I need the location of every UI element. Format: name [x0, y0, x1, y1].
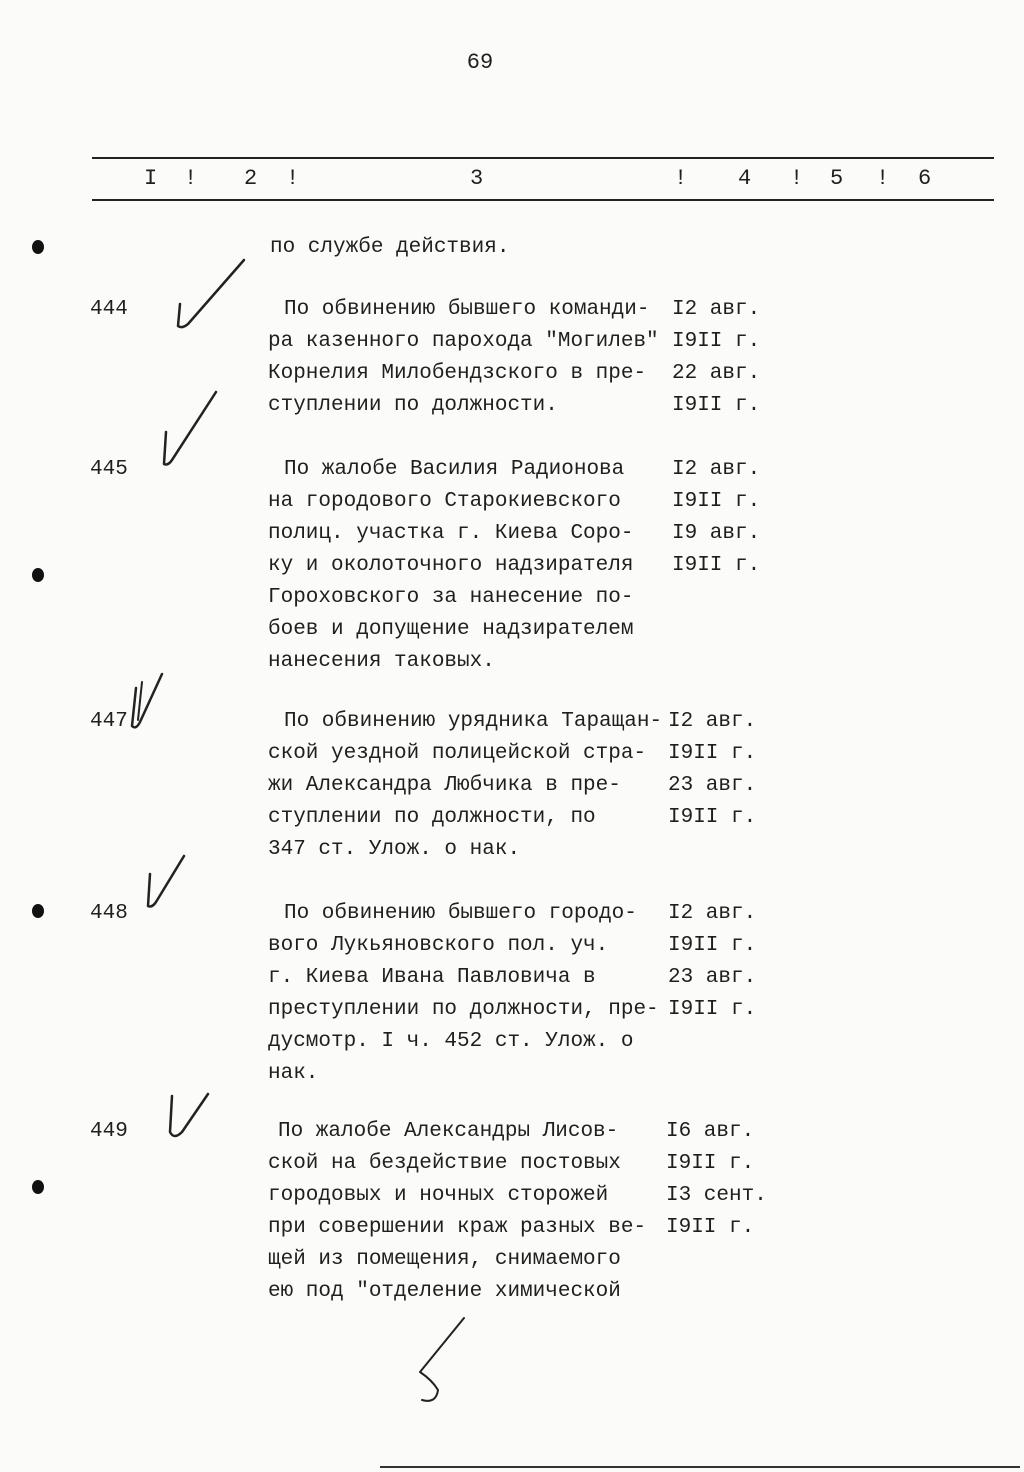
column-header-4: 4 [738, 166, 752, 191]
column-separator: ! [184, 166, 198, 191]
date-line: I9II г. [672, 394, 761, 417]
text-line: полиц. участка г. Киева Соро- [268, 522, 634, 545]
scan-edge-line [380, 1466, 1020, 1468]
text-line: По обвинению бывшего городо- [284, 902, 637, 925]
text-line: ступлении по должности. [268, 394, 558, 417]
text-line: По жалобе Василия Радионова [284, 458, 625, 481]
text-line: жи Александра Любчика в пре- [268, 774, 621, 797]
date-line: 22 авг. [672, 362, 761, 385]
handwritten-checkmark-icon [170, 256, 250, 332]
date-line: I9 авг. [672, 522, 761, 545]
text-line: ку и околоточного надзирателя [268, 554, 634, 577]
handwritten-checkmark-icon [118, 668, 168, 738]
date-line: I2 авг. [672, 298, 761, 321]
text-line: дусмотр. I ч. 452 ст. Улож. о [268, 1030, 634, 1053]
text-line: вого Лукьяновского пол. уч. [268, 934, 609, 957]
text-line: ской на бездействие постовых [268, 1152, 621, 1175]
text-line: ею под "отделение химической [268, 1280, 621, 1303]
text-line: преступлении по должности, пре- [268, 998, 659, 1021]
entry-number: 445 [90, 458, 128, 481]
entry-number: 444 [90, 298, 128, 321]
column-separator: ! [790, 166, 804, 191]
binding-hole-icon [32, 904, 44, 918]
text-line: городовых и ночных сторожей [268, 1184, 609, 1207]
entry-number: 447 [90, 710, 128, 733]
text-line: ской уездной полицейской стра- [268, 742, 647, 765]
text-line: по службе действия. [270, 236, 510, 259]
text-line: ра казенного парохода "Могилев" [268, 330, 659, 353]
binding-hole-icon [32, 568, 44, 582]
column-header-1: I [144, 166, 158, 191]
date-line: I9II г. [668, 742, 757, 765]
date-line: I2 авг. [668, 902, 757, 925]
date-line: 23 авг. [668, 774, 757, 797]
table-header-top-rule [92, 157, 994, 159]
text-line: нак. [268, 1062, 319, 1085]
text-line: По жалобе Александры Лисов- [278, 1120, 619, 1143]
column-header-3: 3 [470, 166, 484, 191]
text-line: боев и допущение надзирателем [268, 618, 634, 641]
column-header-2: 2 [244, 166, 258, 191]
date-line: I6 авг. [666, 1120, 755, 1143]
date-line: I2 авг. [668, 710, 757, 733]
handwritten-page-mark-icon [408, 1314, 474, 1412]
binding-hole-icon [32, 240, 44, 254]
text-line: ступлении по должности, по [268, 806, 596, 829]
text-line: при совершении краж разных ве- [268, 1216, 647, 1239]
date-line: I9II г. [668, 934, 757, 957]
date-line: I3 сент. [666, 1184, 767, 1207]
text-line: на городового Старокиевского [268, 490, 621, 513]
date-line: I9II г. [672, 554, 761, 577]
column-header-5: 5 [830, 166, 844, 191]
date-line: I9II г. [668, 998, 757, 1021]
text-line: нанесения таковых. [268, 650, 495, 673]
text-line: Корнелия Милобендзского в пре- [268, 362, 647, 385]
text-line: г. Киева Ивана Павловича в [268, 966, 596, 989]
handwritten-checkmark-icon [158, 388, 222, 468]
text-line: щей из помещения, снимаемого [268, 1248, 621, 1271]
date-line: I2 авг. [672, 458, 761, 481]
handwritten-checkmark-icon [164, 1088, 214, 1144]
date-line: I9II г. [666, 1152, 755, 1175]
binding-hole-icon [32, 1180, 44, 1194]
text-line: 347 ст. Улож. о нак. [268, 838, 521, 861]
text-line: По обвинению урядника Таращан- [284, 710, 663, 733]
page-number: 69 [466, 50, 494, 75]
column-header-6: 6 [918, 166, 932, 191]
date-line: I9II г. [668, 806, 757, 829]
date-line: 23 авг. [668, 966, 757, 989]
text-line: По обвинению бывшего команди- [284, 298, 650, 321]
date-line: I9II г. [666, 1216, 755, 1239]
column-separator: ! [674, 166, 688, 191]
entry-number: 448 [90, 902, 128, 925]
column-separator: ! [876, 166, 890, 191]
date-line: I9II г. [672, 330, 761, 353]
text-line: Гороховского за нанесение по- [268, 586, 634, 609]
column-separator: ! [286, 166, 300, 191]
table-header-bottom-rule [92, 199, 994, 201]
handwritten-checkmark-icon [140, 852, 192, 912]
entry-number: 449 [90, 1120, 128, 1143]
date-line: I9II г. [672, 490, 761, 513]
